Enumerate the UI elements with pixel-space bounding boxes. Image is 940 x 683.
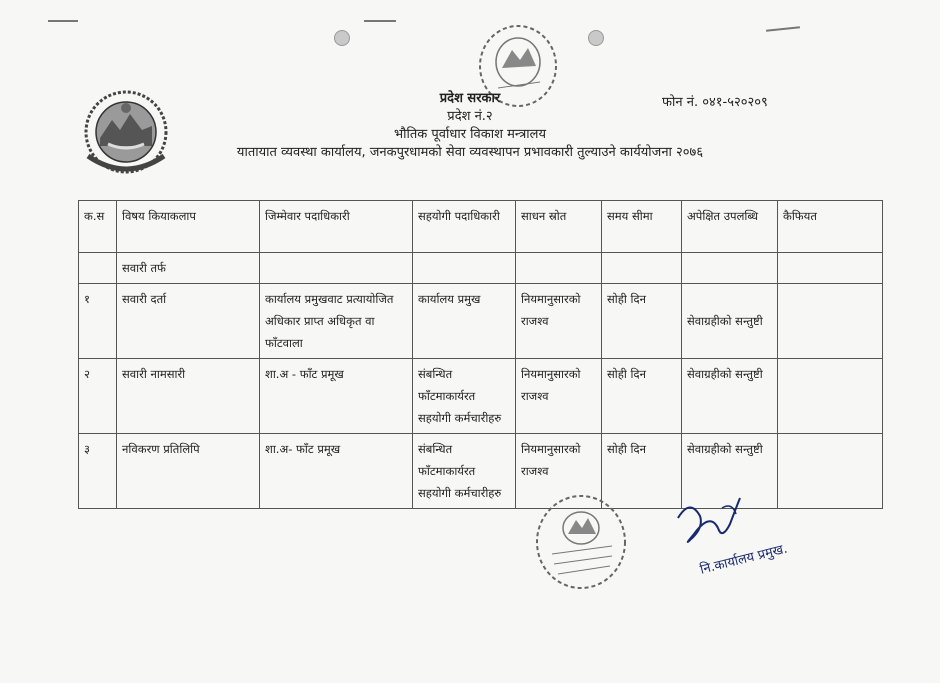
header-province: प्रदेश नं.२	[447, 109, 493, 124]
cell-responsible: शा.अ- फाँट प्रमूख	[260, 434, 413, 509]
punch-hole-left	[334, 30, 350, 46]
action-plan-table	[78, 200, 883, 509]
signature-designation: नि.कार्यालय प्रमुख.	[698, 541, 789, 578]
cell-outcome: सेवाग्रहीको सन्तुष्टी	[682, 359, 778, 434]
phone-number: फोन नं. ०४१-५२०२०९	[662, 95, 768, 110]
column-header-support: सहयोगी पदाधिकारी	[413, 201, 516, 253]
cell-outcome: सेवाग्रहीको सन्तुष्टी	[682, 284, 778, 359]
scan-mark-mid	[364, 20, 396, 22]
cell-sn: ३	[79, 434, 117, 509]
section-row	[79, 253, 883, 284]
punch-hole-right	[588, 30, 604, 46]
cell-outcome: सेवाग्रहीको सन्तुष्टी	[682, 434, 778, 509]
cell-responsible: कार्यालय प्रमुखवाट प्रत्यायोजित अधिकार प्राप्त अधिकृत वा फाँटवाला	[260, 284, 413, 359]
cell-support: संबन्धित फाँटमाकार्यरत सहयोगी कर्मचारीहरु	[413, 359, 516, 434]
cell-sn: १	[79, 284, 117, 359]
header-office-top: प्रदेश सरकार	[439, 91, 501, 106]
cell-activity: सवारी नामसारी	[117, 359, 260, 434]
column-header-resource: साधन स्रोत	[516, 201, 602, 253]
cell-responsible: शा.अ - फाँट प्रमूख	[260, 359, 413, 434]
header-ministry: भौतिक पूर्वाधार विकाश मन्त्रालय	[393, 127, 546, 142]
cell-time: सोही दिन	[602, 359, 682, 434]
column-header-responsible: जिम्मेवार पदाधिकारी	[260, 201, 413, 253]
section-label: सवारी तर्फ	[117, 253, 260, 284]
scan-mark-left	[48, 20, 78, 22]
cell-resource: नियमानुसारको राजश्व	[516, 359, 602, 434]
cell-resource: नियमानुसारको राजश्व	[516, 284, 602, 359]
document-title: यातायात व्यवस्था कार्यालय, जनकपुरधामको सेवा व्यवस्थापन प्रभावकारी तुल्याउने कार्ययोजना २०७६	[236, 145, 704, 160]
cell-time: सोही दिन	[602, 434, 682, 509]
cell-time: सोही दिन	[602, 284, 682, 359]
column-header-outcome: अपेक्षित उपलब्धि	[682, 201, 778, 253]
cell-remarks	[778, 359, 883, 434]
column-header-activity: विषय कियाकलाप	[117, 201, 260, 253]
official-stamp-bottom	[526, 488, 636, 596]
scan-mark-right	[766, 26, 800, 32]
cell-remarks	[778, 434, 883, 509]
cell-activity: सवारी दर्ता	[117, 284, 260, 359]
cell-support: कार्यालय प्रमुख	[413, 284, 516, 359]
cell-activity: नविकरण प्रतिलिपि	[117, 434, 260, 509]
table-row	[79, 359, 883, 434]
cell-support: संबन्धित फाँटमाकार्यरत सहयोगी कर्मचारीहरु	[413, 434, 516, 509]
cell-resource: नियमानुसारको राजश्व	[516, 434, 602, 509]
table-row	[79, 284, 883, 359]
table-header-row	[79, 201, 883, 253]
column-header-remarks: कैफियत	[778, 201, 883, 253]
column-header-sn: क.स	[79, 201, 117, 253]
cell-sn: २	[79, 359, 117, 434]
cell-remarks	[778, 284, 883, 359]
column-header-time: समय सीमा	[602, 201, 682, 253]
